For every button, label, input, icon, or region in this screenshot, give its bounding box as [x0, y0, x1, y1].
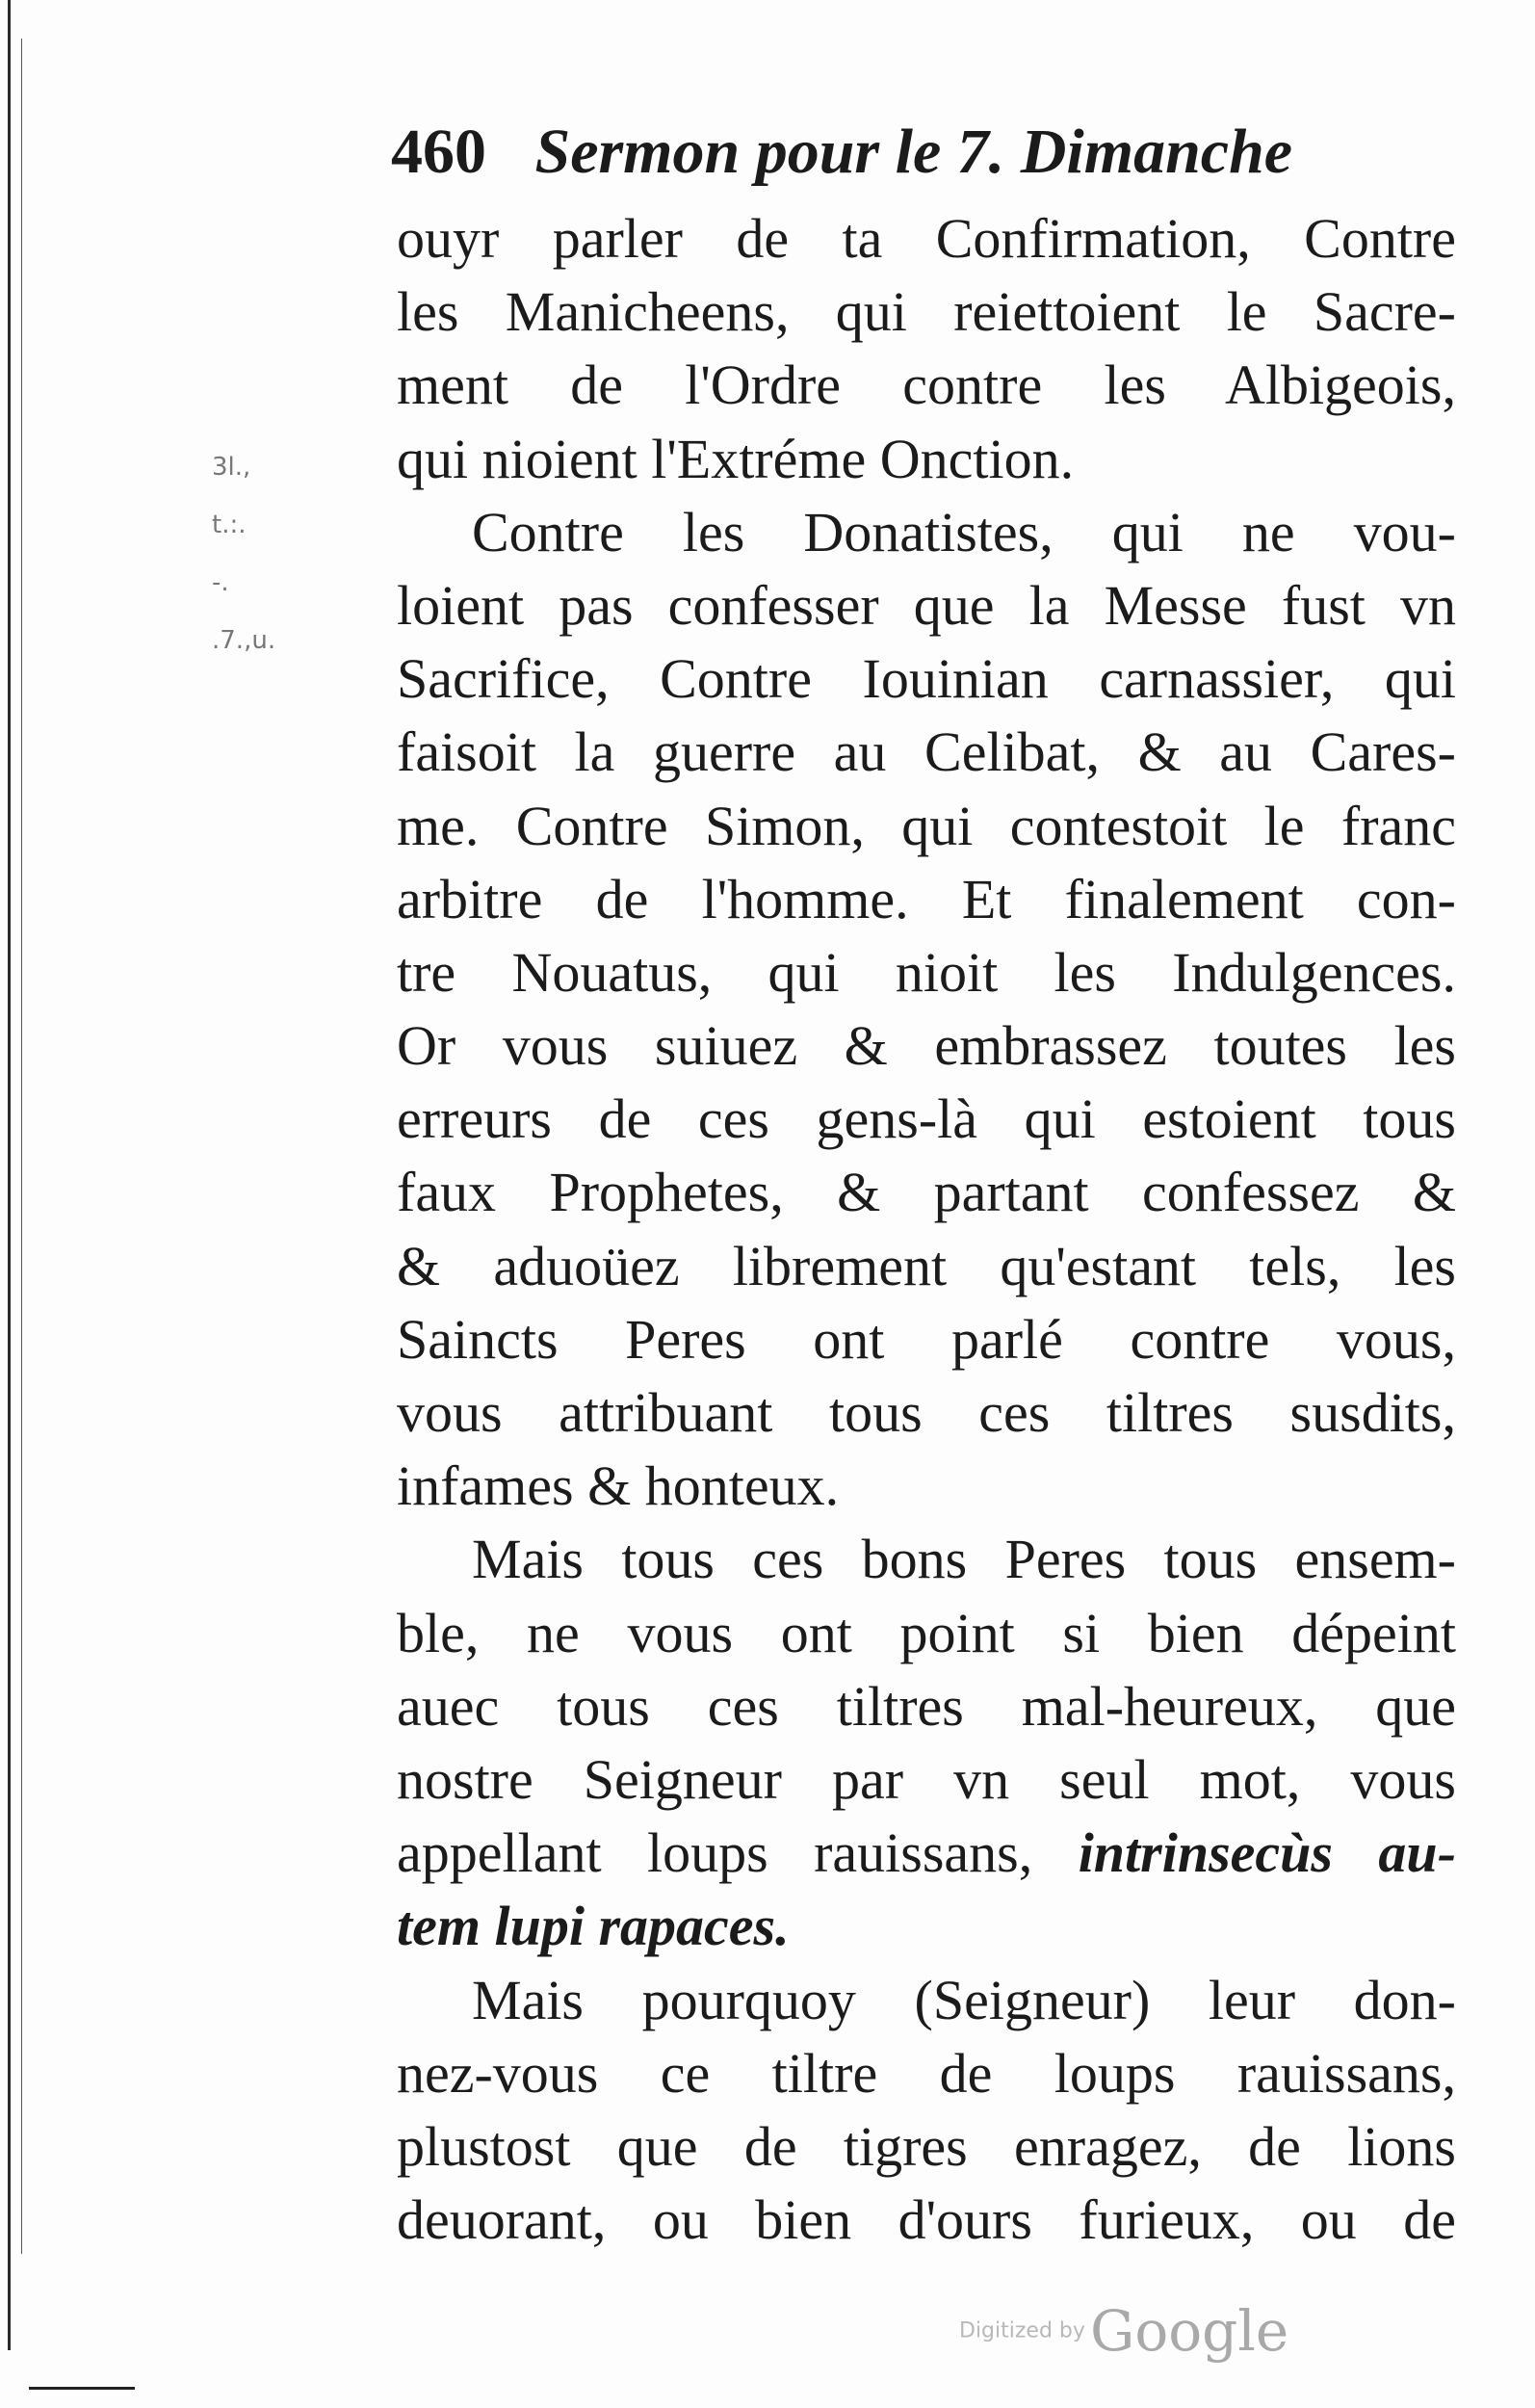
text-line: infames & honteux. [397, 1454, 840, 1518]
page-edge-shadow [8, 0, 11, 2350]
text-line: erreurs de ces gens-là qui estoient tous [397, 1087, 1456, 1151]
margin-mark: -. [212, 568, 229, 597]
margin-bleed-marks [212, 453, 366, 684]
roman-fragment: appellant loups rauissans, [397, 1821, 1033, 1885]
text-line: me. Contre Simon, qui contestoit le franc [397, 794, 1456, 857]
text-line: les Manicheens, qui reiettoient le Sacre- [397, 280, 1456, 344]
page-number: 460 [391, 117, 486, 187]
text-line: Saincts Peres ont parlé contre vous, [397, 1307, 1456, 1371]
text-line: Sacrifice, Contre Iouinian carnassier, qui [397, 647, 1456, 711]
page-header [391, 114, 1354, 191]
text-line: plustost que de tigres enragez, de lions [397, 2114, 1456, 2178]
text-line: & aduoüez librement qu'estant tels, les [397, 1234, 1456, 1297]
digitization-watermark [959, 2298, 1288, 2364]
latin-quotation: intrinsecùs au- [1078, 1821, 1457, 1885]
text-line: faux Prophetes, & partant confessez & [397, 1161, 1456, 1224]
text-line: faisoit la guerre au Celibat, & au Cares- [397, 720, 1456, 784]
google-logo: Google [1090, 2298, 1289, 2364]
running-title: Sermon pour le 7. Dimanche [534, 117, 1293, 187]
text-line: ment de l'Ordre contre les Albigeois, [397, 353, 1456, 417]
margin-mark: 3l., [212, 453, 251, 482]
paragraph-start-line: Mais tous ces bons Peres tous ensem- [472, 1528, 1456, 1591]
margin-mark: t.:. [212, 510, 247, 539]
margin-mark: .7.,u. [212, 626, 276, 655]
text-line: deuorant, ou bien d'ours furieux, ou de [397, 2188, 1456, 2252]
text-line: Or vous suiuez & embrassez toutes les [397, 1014, 1456, 1078]
text-line: vous attribuant tous ces tiltres susdits, [397, 1381, 1456, 1444]
bottom-edge-rule [29, 2387, 135, 2390]
text-line: arbitre de l'homme. Et finalement con- [397, 867, 1456, 930]
text-line: nez-vous ce tiltre de loups rauissans, [397, 2041, 1456, 2105]
text-line: loient pas confesser que la Messe fust vn [397, 573, 1456, 637]
text-line: ble, ne vous ont point si bien dépeint [397, 1601, 1456, 1664]
watermark-prefix: Digitized by [959, 2318, 1085, 2343]
latin-quotation-end: tem lupi rapaces. [397, 1895, 790, 1958]
paragraph-start-line: Mais pourquoy (Seigneur) leur don- [472, 1968, 1456, 2031]
text-line: nostre Seigneur par vn seul mot, vous [397, 1747, 1456, 1811]
text-line: auec tous ces tiltres mal-heureux, que [397, 1674, 1456, 1738]
text-line: ouyr parler de ta Confirmation, Contre [397, 207, 1456, 270]
paragraph-start-line: Contre les Donatistes, qui ne vou- [472, 500, 1456, 563]
page-edge-line [21, 39, 22, 2254]
text-line: tre Nouatus, qui nioit les Indulgences. [397, 940, 1456, 1004]
text-line: qui nioient l'Extréme Onction. [397, 427, 1075, 490]
body-text [397, 202, 1456, 2257]
text-line-with-latin [397, 1817, 1456, 1890]
